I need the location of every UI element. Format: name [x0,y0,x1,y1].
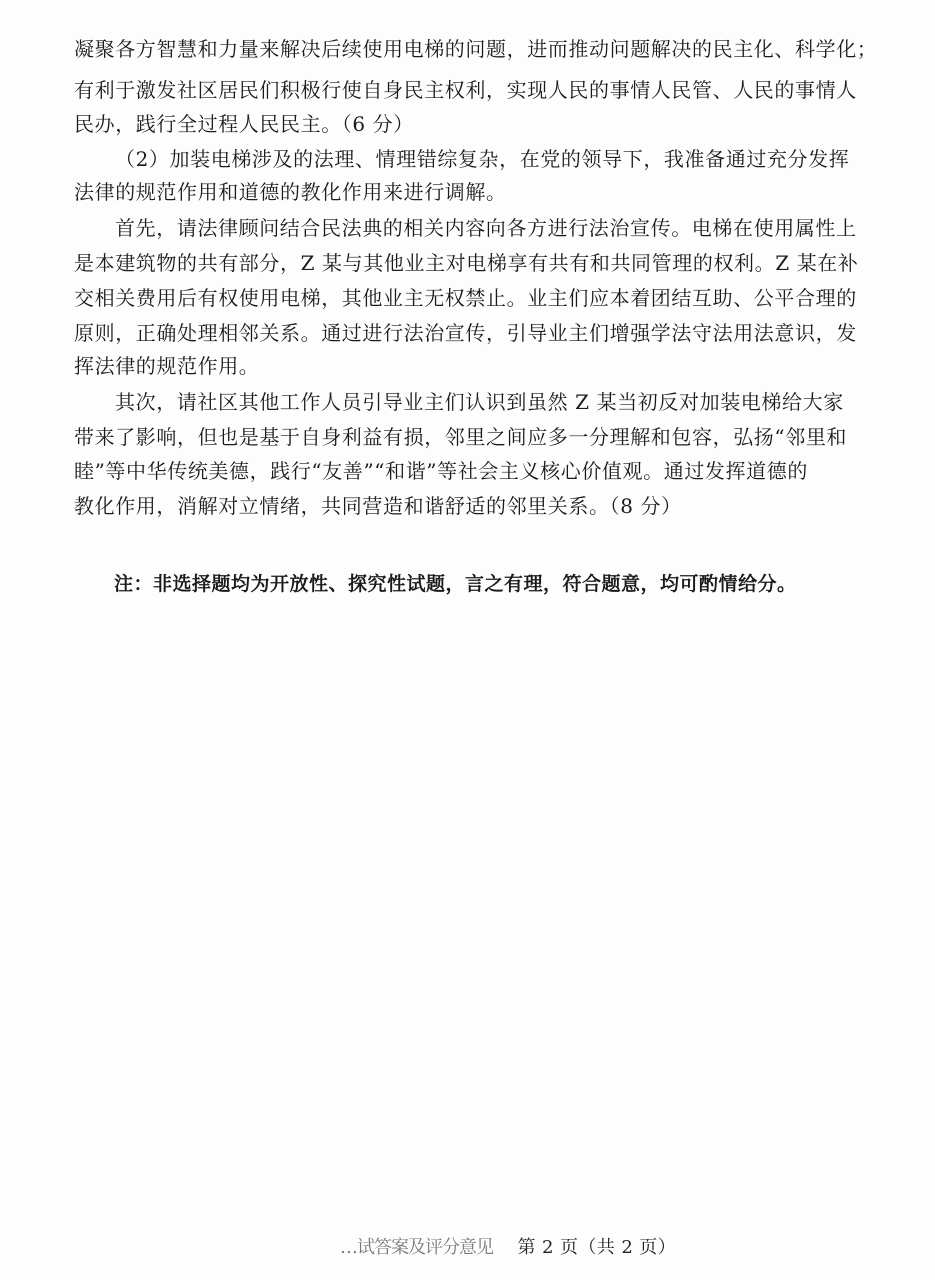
paragraph3-line4: 原则，正确处理相邻关系。通过进行法治宣传，引导业主们增强学法守法用法意识，发 [74,321,857,345]
paragraph3-line5: 挥法律的规范作用。 [74,354,260,378]
paragraph4-line1: 其次，请社区其他工作人员引导业主们认识到虽然 Z 某当初反对加装电梯给大家 [115,390,844,414]
footer-page-number: 第 2 页（共 2 页） [517,1237,677,1258]
page-footer [340,1237,676,1259]
paragraph1-line2: 有利于激发社区居民们积极行使自身民主权利，实现人民的事情人民管、人民的事情人 [74,78,857,102]
paragraph3-line3: 交相关费用后有权使用电梯，其他业主无权禁止。业主们应本着团结互助、公平合理的 [74,286,857,310]
paragraph4-line2: 带来了影响，但也是基于自身利益有损，邻里之间应多一分理解和包容，弘扬“邻里和 [74,425,848,449]
paragraph4-line3: 睦”等中华传统美德，践行“友善”“和谐”等社会主义核心价值观。通过发挥道德的 [74,459,808,483]
paragraph2-line2: 法律的规范作用和道德的教化作用来进行调解。 [74,180,507,204]
paragraph4-line4: 教化作用，消解对立情绪，共同营造和谐舒适的邻里关系。（8 分） [74,494,682,518]
paragraph3-line1: 首先，请法律顾问结合民法典的相关内容向各方进行法治宣传。电梯在使用属性上 [115,216,857,240]
footer-doc-title: …试答案及评分意见 [340,1237,493,1258]
paragraph2-line1: （2）加装电梯涉及的法理、情理错综复杂，在党的领导下，我准备通过充分发挥 [115,147,850,171]
paragraph1-line1: 凝聚各方智慧和力量来解决后续使用电梯的问题，进而推动问题解决的民主化、科学化； [74,37,878,61]
paragraph3-line2: 是本建筑物的共有部分，Z 某与其他业主对电梯享有共有和共同管理的权利。Z 某在补 [74,251,859,275]
grading-note: 注：非选择题均为开放性、探究性试题，言之有理，符合题意，均可酌情给分。 [114,573,797,595]
paragraph1-line3: 民办，践行全过程人民民主。（6 分） [74,112,414,136]
